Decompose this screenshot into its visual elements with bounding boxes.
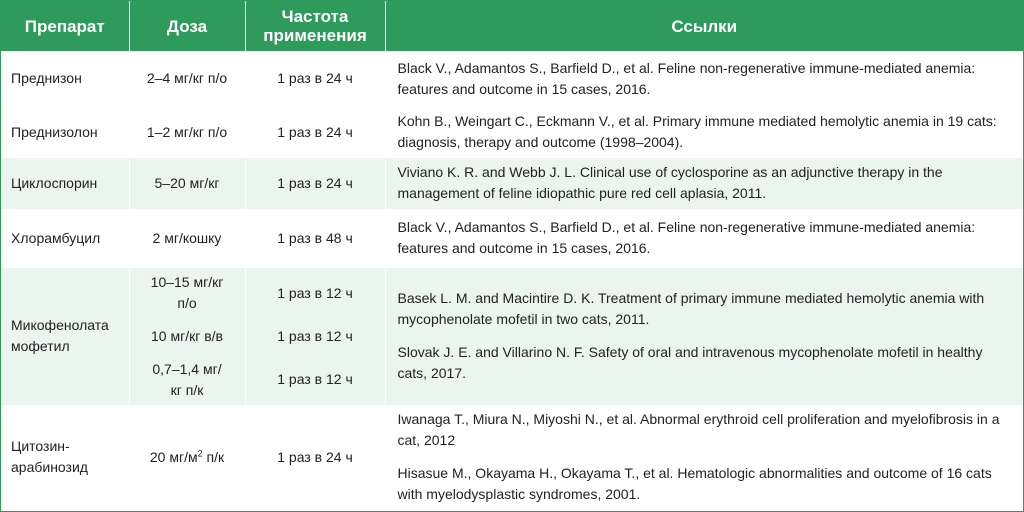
dose-1-line1: 10–15 мг/кг bbox=[150, 273, 224, 290]
dose-3-line2: кг п/к bbox=[170, 381, 204, 398]
reference-2: Hisasue M., Okayama H., Okayama T., et al. Hematologic abnormalities and outcome of 16 cats with myelodysplastic syndromes, 2001. bbox=[397, 465, 992, 502]
drug-name: Хлорамбуцил bbox=[1, 209, 129, 267]
reference: Black V., Adamantos S., Barfield D., et al. Feline non-regenerative immune-mediated anemia: features and outcome in 15 cases, 2016. bbox=[385, 51, 1023, 107]
frequency: 1 раз в 24 ч bbox=[245, 405, 385, 509]
header-frequency bbox=[245, 1, 385, 51]
reference bbox=[385, 405, 1023, 509]
frequency: 1 раз в 48 ч bbox=[245, 209, 385, 267]
reference: Viviano K. R. and Webb J. L. Clinical use of cyclosporine as an adjunctive therapy in the management of feline idiopathic pure red cell aplasia, 2011. bbox=[385, 157, 1023, 209]
dose: 2 мг/кошку bbox=[129, 209, 245, 267]
reference: Kohn B., Weingart C., Eckmann V., et al. Primary immune mediated hemolytic anemia in 19 cats: diagnosis, therapy and outcome (1998–2004). bbox=[385, 107, 1023, 157]
drug-name-line2: мофетил bbox=[11, 338, 70, 354]
table-row bbox=[1, 51, 1023, 107]
dose: 1–2 мг/кг п/о bbox=[129, 107, 245, 157]
dose-value: 20 мг/м bbox=[149, 448, 198, 465]
header-frequency-line2: применения bbox=[263, 26, 367, 45]
drug-name: Преднизолон bbox=[1, 107, 129, 157]
dose-3-line1: 0,7–1,4 мг/ bbox=[152, 360, 222, 377]
dose bbox=[129, 405, 245, 509]
dose-superscript: 2 bbox=[197, 447, 203, 458]
frequency-2: 1 раз в 12 ч bbox=[277, 327, 353, 344]
header-frequency-line1: Частота bbox=[281, 7, 349, 26]
dose-2: 10 мг/кг в/в bbox=[151, 327, 223, 344]
table-row bbox=[1, 405, 1023, 509]
reference bbox=[385, 267, 1023, 405]
header-dose: Доза bbox=[129, 1, 245, 51]
dose bbox=[129, 267, 245, 405]
reference: Black V., Adamantos S., Barfield D., et al. Feline non-regenerative immune-mediated anemia: features and outcome in 15 cases, 2016. bbox=[385, 209, 1023, 267]
table-row bbox=[1, 107, 1023, 157]
table-row bbox=[1, 157, 1023, 209]
frequency: 1 раз в 24 ч bbox=[245, 51, 385, 107]
header-refs: Ссылки bbox=[385, 1, 1023, 51]
drug-name: Циклоспорин bbox=[1, 157, 129, 209]
drug-dosage-table bbox=[1, 1, 1023, 510]
table-header-row bbox=[1, 1, 1023, 51]
drug-name bbox=[1, 405, 129, 509]
table-row bbox=[1, 267, 1023, 405]
frequency: 1 раз в 24 ч bbox=[245, 107, 385, 157]
dose: 2–4 мг/кг п/о bbox=[129, 51, 245, 107]
drug-name bbox=[1, 267, 129, 405]
dose: 5–20 мг/кг bbox=[129, 157, 245, 209]
drug-name-line1: Микофенолата bbox=[11, 317, 109, 333]
drug-name-line2: арабинозид bbox=[11, 459, 88, 475]
dose-1-line2: п/о bbox=[177, 294, 197, 311]
reference-2: Slovak J. E. and Villarino N. F. Safety of oral and intravenous mycophenolate mofetil in healthy cats, 2017. bbox=[397, 344, 983, 381]
table-row bbox=[1, 209, 1023, 267]
dose-route: п/к bbox=[202, 448, 225, 465]
header-drug: Препарат bbox=[1, 1, 129, 51]
drug-name: Преднизон bbox=[1, 51, 129, 107]
frequency: 1 раз в 24 ч bbox=[245, 157, 385, 209]
frequency-3: 1 раз в 12 ч bbox=[277, 370, 353, 387]
frequency-1: 1 раз в 12 ч bbox=[277, 284, 353, 301]
reference-1: Iwanaga T., Miura N., Miyoshi N., et al. Abnormal erythroid cell proliferation and myelofibrosis in a cat, 2012 bbox=[397, 411, 1000, 448]
reference-1: Basek L. M. and Macintire D. K. Treatment of primary immune mediated hemolytic anemia with mycophenolate mofetil in two cats, 2011. bbox=[397, 290, 985, 327]
drug-name-line1: Цитозин- bbox=[11, 438, 70, 454]
frequency bbox=[245, 267, 385, 405]
